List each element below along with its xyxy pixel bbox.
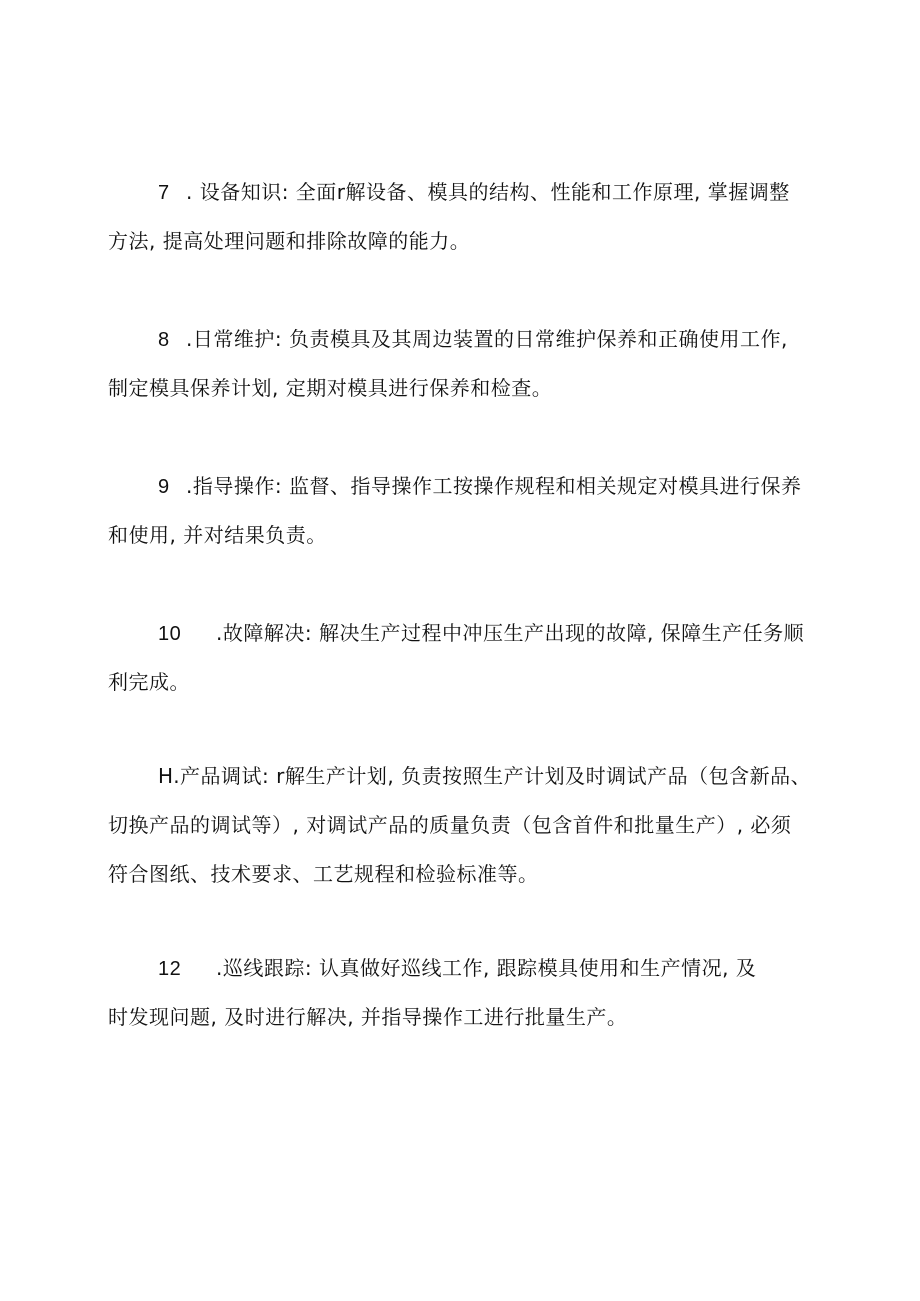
paragraph-item-8: [108, 315, 820, 413]
item-number: 7: [158, 182, 170, 204]
paragraph-item-12: [108, 944, 820, 1042]
paragraph-item-10: [108, 609, 820, 707]
paragraph-line: [108, 609, 820, 658]
paragraph-line: 利完成。: [108, 670, 190, 694]
paragraph-line: [108, 168, 820, 217]
item-text: .指导操作: 监督、指导操作工按操作规程和相关规定对模具进行保养: [186, 474, 802, 498]
paragraph-line: 时发现问题, 及时进行解决, 并指导操作工进行批量生产。: [108, 1005, 628, 1029]
item-text: .巡线跟踪: 认真做好巡线工作, 跟踪模具使用和生产情况, 及: [216, 956, 757, 980]
paragraph-line: 切换产品的调试等）, 对调试产品的质量负责（包含首件和批量生产）, 必须: [108, 813, 792, 837]
item-number: 10: [158, 623, 182, 645]
paragraph-line: 和使用, 并对结果负责。: [108, 523, 327, 547]
paragraph-line: 制定模具保养计划, 定期对模具进行保养和检查。: [108, 376, 553, 400]
item-text: .日常维护: 负责模具及其周边装置的日常维护保养和正确使用工作,: [186, 327, 788, 351]
item-text: H.产品调试: r解生产计划, 负责按照生产计划及时调试产品（包含新品、: [158, 764, 812, 788]
item-number: 12: [158, 958, 182, 980]
item-number: 8: [158, 329, 170, 351]
paragraph-line: [108, 944, 820, 993]
paragraph-line: 方法, 提高处理问题和排除故障的能力。: [108, 229, 471, 253]
item-text: .故障解决: 解决生产过程中冲压生产出现的故障, 保障生产任务顺: [216, 621, 805, 645]
item-text: . 设备知识: 全面r解设备、模具的结构、性能和工作原理, 掌握调整: [186, 180, 790, 204]
paragraph-line: [108, 462, 820, 511]
paragraph-line: [108, 315, 820, 364]
paragraph-item-7: [108, 168, 820, 266]
item-number: 9: [158, 476, 170, 498]
paragraph-line: [108, 752, 820, 801]
paragraph-item-9: [108, 462, 820, 560]
paragraph-item-11: [108, 752, 820, 899]
paragraph-line: 符合图纸、技术要求、工艺规程和检验标准等。: [108, 862, 539, 886]
